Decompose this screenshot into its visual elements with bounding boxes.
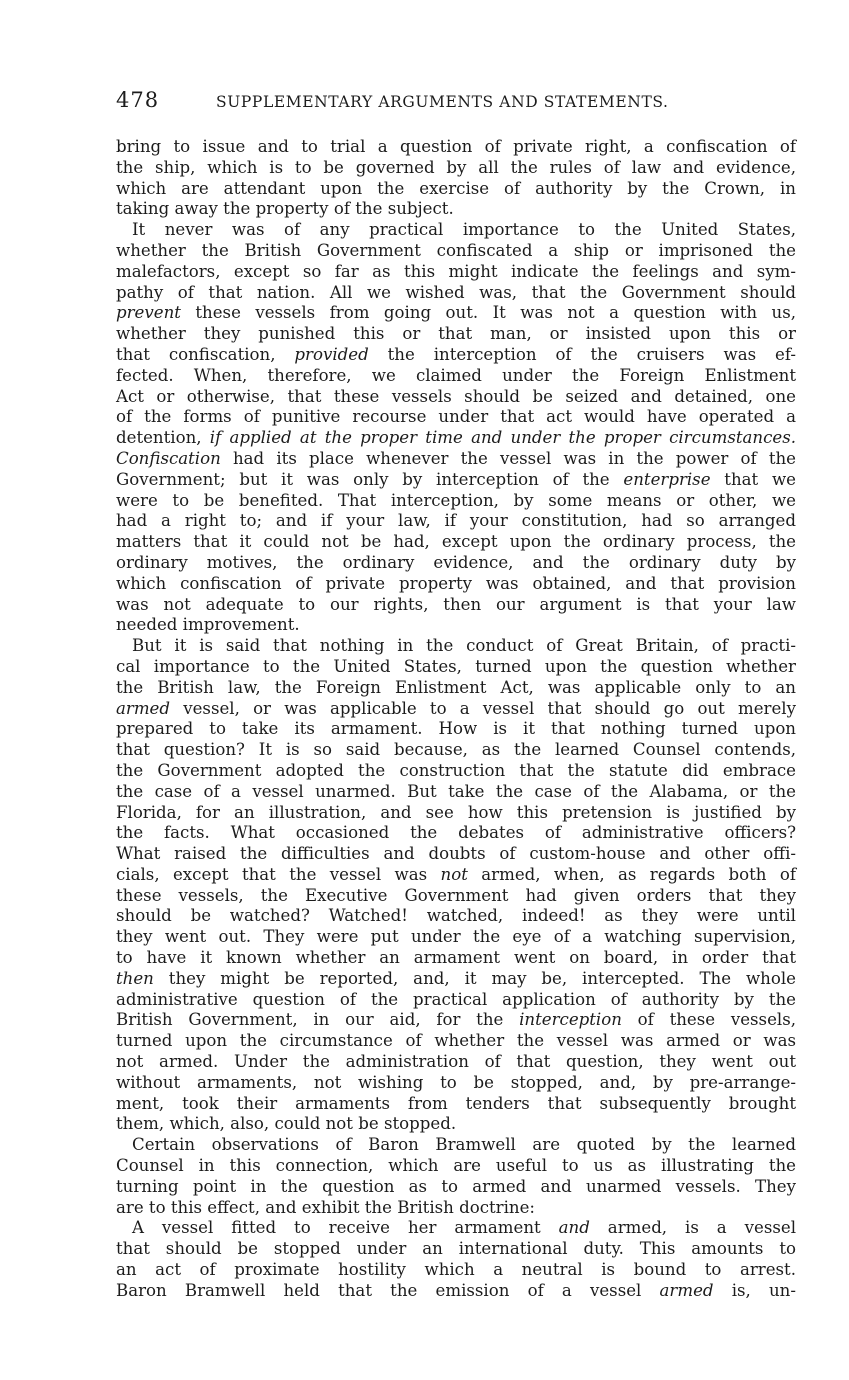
text-line — [116, 948, 796, 969]
text-segment: prepared to take its armament. How is it that nothing turned upon — [116, 719, 796, 739]
text-line — [116, 1260, 796, 1281]
text-line — [116, 803, 796, 824]
text-segment: are to this effect, and exhibit the British doctrine: — [116, 1197, 536, 1217]
running-head: SUPPLEMENTARY ARGUMENTS AND STATEMENTS. — [216, 93, 669, 111]
text-segment: that should be stopped under an international duty. This amounts to — [116, 1239, 796, 1259]
text-line — [116, 969, 796, 990]
text-line — [116, 220, 796, 241]
text-line — [116, 1073, 796, 1094]
text-segment: that question? It is so said because, as the learned Counsel contends, — [116, 740, 796, 760]
text-segment: It never was of any practical importance to the United States, — [132, 220, 796, 240]
text-segment: the ship, which is to be governed by all the rules of law and evidence, — [116, 157, 796, 177]
italic-text: then — [116, 968, 154, 988]
text-segment: whether they punished this or that man, or insisted upon this or — [116, 324, 796, 344]
text-segment: British Government, in our aid, for the — [116, 1010, 520, 1030]
text-line — [116, 470, 796, 491]
text-segment: needed improvement. — [116, 615, 300, 635]
text-segment: of these vessels, — [621, 1010, 796, 1030]
text-segment: Act or otherwise, that these vessels should be seized and detained, one — [116, 386, 796, 406]
text-segment: which are attendant upon the exercise of authority by the Crown, in — [116, 178, 796, 198]
text-line — [116, 428, 796, 449]
text-segment: had a right to; and if your law, if your constitution, had so arranged — [116, 511, 796, 531]
paragraph — [116, 220, 796, 636]
text-line — [116, 262, 796, 283]
text-line — [116, 990, 796, 1011]
text-line — [116, 636, 796, 657]
text-segment: without armaments, not wishing to be stopped, and, by pre-arrange- — [116, 1072, 796, 1092]
text-segment: ordinary motives, the ordinary evidence, and the ordinary duty by — [116, 552, 796, 572]
text-line — [116, 1177, 796, 1198]
italic-text: enterprise — [623, 469, 711, 489]
paragraph — [116, 137, 796, 220]
text-segment: ment, took their armaments from tenders that subsequently brought — [116, 1093, 796, 1113]
text-line — [116, 1281, 796, 1302]
text-line — [116, 927, 796, 948]
paragraph — [116, 1135, 796, 1218]
text-segment: detention, — [116, 428, 210, 448]
text-line — [116, 844, 796, 865]
text-line — [116, 366, 796, 387]
text-line — [116, 1239, 796, 1260]
text-segment: which confiscation of private property was obtained, and that provision — [116, 573, 796, 593]
text-segment: pathy of that nation. All we wished was, that the Government should — [116, 282, 796, 302]
text-segment: cials, except that the vessel was — [116, 864, 441, 884]
text-line — [116, 1031, 796, 1052]
text-line — [116, 657, 796, 678]
text-segment: is, un- — [713, 1280, 796, 1300]
text-line — [116, 1135, 796, 1156]
text-segment: the case of a vessel unarmed. But take the case of the Alabama, or the — [116, 781, 796, 801]
text-segment: was not adequate to our rights, then our argument is that your law — [116, 594, 796, 614]
text-segment: What raised the difficulties and doubts of custom-house and other offi- — [116, 844, 796, 864]
text-segment: malefactors, except so far as this might indicate the feelings and sym- — [116, 261, 796, 281]
text-segment: matters that it could not be had, except upon the ordinary process, the — [116, 532, 796, 552]
text-segment: them, which, also, could not be stopped. — [116, 1114, 457, 1134]
text-segment: taking away the property of the subject. — [116, 199, 454, 219]
text-segment: the Government adopted the construction that the statute did embrace — [116, 760, 796, 780]
italic-text: prevent — [116, 303, 181, 323]
italic-text: armed — [659, 1280, 714, 1300]
text-segment: But it is said that nothing in the conduct of Great Britain, of practi- — [132, 636, 796, 656]
text-line — [116, 595, 796, 616]
text-segment: they might be reported, and, it may be, intercepted. The whole — [153, 968, 796, 988]
text-segment: administrative question of the practical application of authority by the — [116, 989, 796, 1009]
text-line — [116, 158, 796, 179]
text-line — [116, 1156, 796, 1177]
page-number: 478 — [116, 88, 160, 112]
text-segment: bring to issue and to trial a question of private right, a confiscation of — [116, 137, 796, 156]
text-line — [116, 865, 796, 886]
text-segment: the British law, the Foreign Enlistment Act, was applicable only to an — [116, 677, 796, 697]
paragraph — [116, 1218, 796, 1301]
text-line — [116, 387, 796, 408]
text-line — [116, 1052, 796, 1073]
text-line — [116, 283, 796, 304]
italic-text: armed — [116, 698, 171, 718]
text-line — [116, 407, 796, 428]
text-line — [116, 1010, 796, 1031]
text-segment: Government; but it was only by interception of the — [116, 469, 624, 489]
text-segment: not armed. Under the administration of that question, they went out — [116, 1052, 796, 1072]
text-segment: that we — [710, 469, 796, 489]
text-line — [116, 886, 796, 907]
text-segment: Counsel in this connection, which are useful to us as illustrating the — [116, 1156, 796, 1176]
text-segment: of the forms of punitive recourse under that act would have operated a — [116, 407, 796, 427]
text-line — [116, 761, 796, 782]
italic-text: not — [440, 864, 468, 884]
italic-text: interception — [519, 1010, 622, 1030]
text-segment: armed, is a vessel — [589, 1218, 796, 1238]
text-segment: these vessels from going out. It was not a question with us, — [180, 303, 796, 323]
paragraph — [116, 636, 796, 1135]
text-segment: to have it known whether an armament went on board, in order that — [116, 948, 796, 968]
italic-text: Confiscation — [116, 448, 221, 468]
text-line — [116, 345, 796, 366]
text-line — [116, 782, 796, 803]
text-line — [116, 303, 796, 324]
text-line — [116, 1218, 796, 1239]
text-segment: had its place whenever the vessel was in the power of the — [220, 448, 796, 468]
text-line — [116, 719, 796, 740]
text-line — [116, 1114, 796, 1135]
text-line — [116, 740, 796, 761]
text-line — [116, 324, 796, 345]
text-line — [116, 532, 796, 553]
italic-text: provided — [294, 344, 369, 364]
text-segment: whether the British Government confiscated a ship or imprisoned the — [116, 240, 796, 260]
text-line — [116, 449, 796, 470]
text-segment: an act of proximate hostility which a neutral is bound to arrest. — [116, 1260, 796, 1280]
text-line — [116, 615, 796, 636]
text-line — [116, 491, 796, 512]
text-segment: they went out. They were put under the eye of a watching supervision, — [116, 927, 796, 947]
text-segment: these vessels, the Executive Government had given orders that they — [116, 885, 796, 905]
text-line — [116, 179, 796, 200]
text-segment: turning point in the question as to armed and unarmed vessels. They — [116, 1176, 796, 1196]
text-line — [116, 137, 796, 158]
text-line — [116, 699, 796, 720]
text-line — [116, 199, 796, 220]
text-segment: A vessel fitted to receive her armament — [132, 1218, 559, 1238]
italic-text: if applied at the proper time and under the proper circumstances. — [209, 428, 796, 448]
text-segment: Florida, for an illustration, and see how this pretension is justified by — [116, 802, 796, 822]
text-segment: that confiscation, — [116, 344, 295, 364]
text-segment: armed, when, as regards both of — [467, 864, 796, 884]
text-segment: Certain observations of Baron Bramwell are quoted by the learned — [132, 1135, 796, 1155]
text-line — [116, 906, 796, 927]
text-line — [116, 1198, 796, 1219]
text-line — [116, 1094, 796, 1115]
text-segment: vessel, or was applicable to a vessel that should go out merely — [170, 698, 796, 718]
body-text — [116, 137, 796, 1302]
text-line — [116, 553, 796, 574]
text-line — [116, 678, 796, 699]
text-segment: were to be benefited. That interception, by some means or other, we — [116, 490, 796, 510]
text-segment: turned upon the circumstance of whether the vessel was armed or was — [116, 1031, 796, 1051]
text-segment: Baron Bramwell held that the emission of a vessel — [116, 1280, 660, 1300]
text-segment: fected. When, therefore, we claimed under the Foreign Enlistment — [116, 365, 796, 385]
text-segment: the interception of the cruisers was ef- — [368, 344, 796, 364]
italic-text: and — [558, 1218, 590, 1238]
text-line — [116, 574, 796, 595]
text-line — [116, 511, 796, 532]
text-line — [116, 823, 796, 844]
text-segment: should be watched? Watched! watched, indeed! as they were until — [116, 906, 796, 926]
text-segment: the facts. What occasioned the debates of administrative officers? — [116, 823, 796, 843]
text-line — [116, 241, 796, 262]
page-header — [116, 88, 816, 118]
text-segment: cal importance to the United States, turned upon the question whether — [116, 656, 796, 676]
